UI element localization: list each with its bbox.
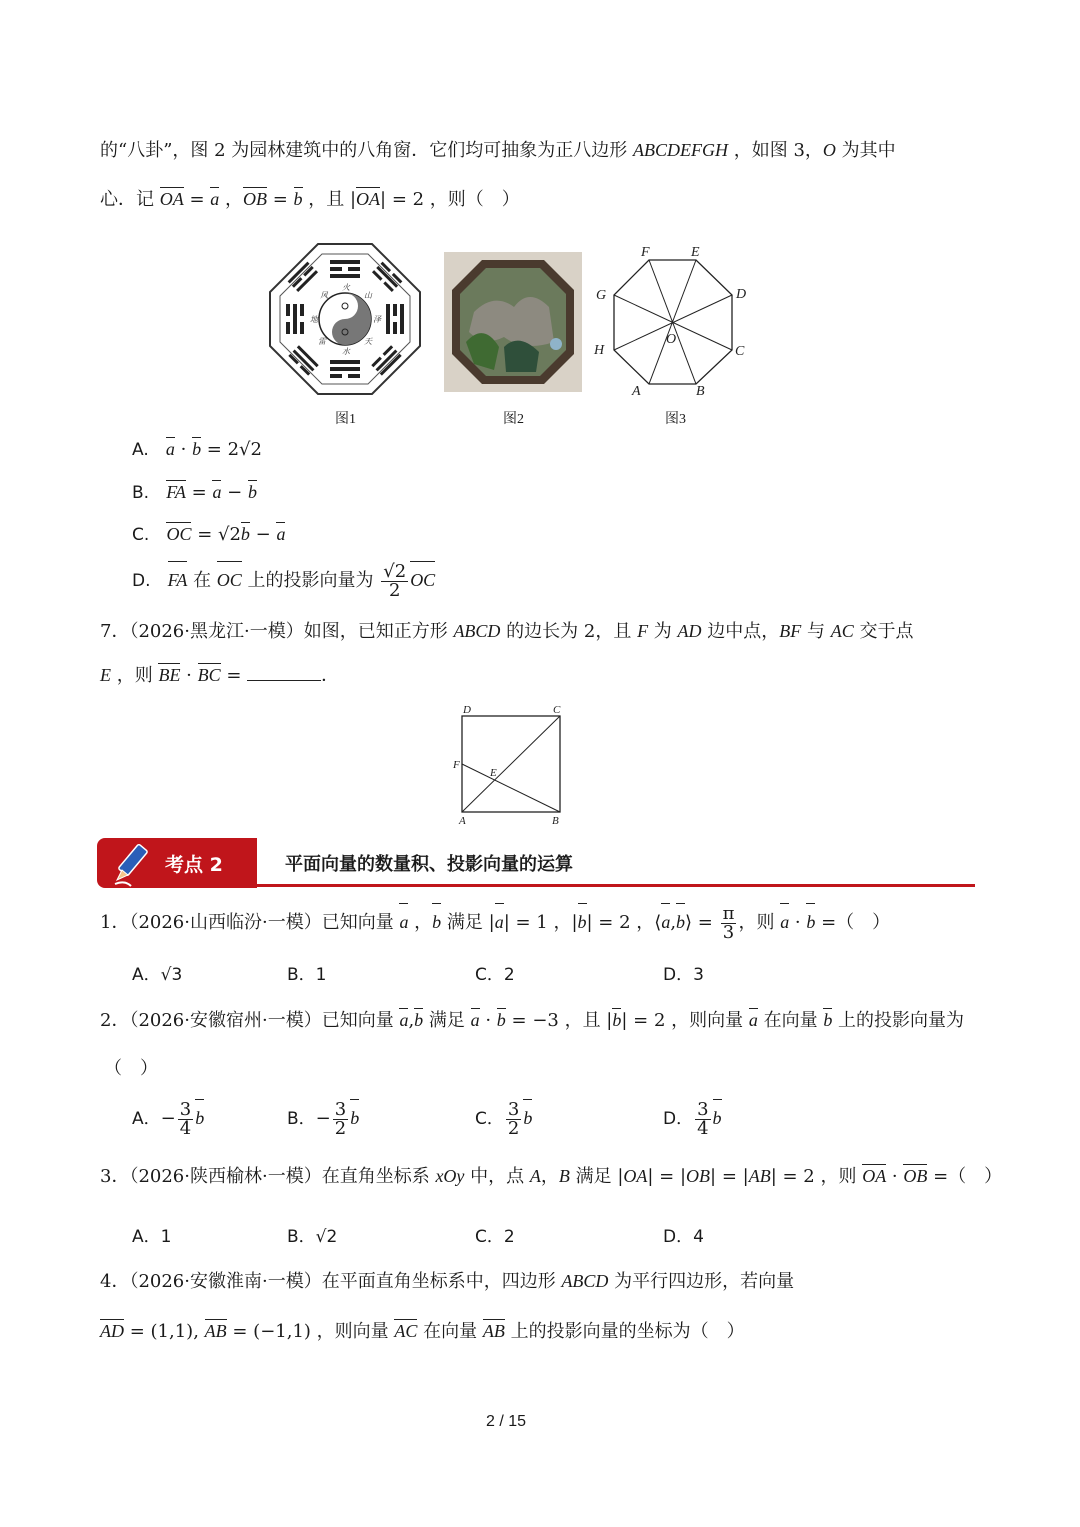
- s2-q2-option-c[interactable]: C． $\frac{3}{2}$ b: [475, 1098, 533, 1139]
- q6-option-b[interactable]: B. FA = a − b: [132, 479, 257, 506]
- section-badge: [97, 838, 257, 888]
- q6-option-c[interactable]: C. OC = √2b − a: [132, 521, 285, 548]
- bagua-char: 泽: [373, 315, 381, 324]
- bagua-char: 风: [320, 291, 328, 300]
- s2-q3-option-c[interactable]: C．2: [475, 1227, 515, 1247]
- center-label-O: O: [666, 332, 677, 347]
- bagua-char: 地: [310, 315, 318, 324]
- square-diagram: [448, 700, 578, 830]
- octagon-diagram: [588, 238, 758, 400]
- vertex-label-A: A: [632, 384, 641, 399]
- q6-option-a[interactable]: A. a · b = 2√2: [132, 436, 262, 463]
- s2-q2-stem-2: （ ）: [104, 1058, 158, 1079]
- square-label-F: F: [453, 759, 460, 771]
- s2-q2-stem: 2．（2026·安徽宿州·一模）已知向量 a,b 满足 a · b = −3 ，且 |b| = 2 ，则向量 a 在向量 b 上的投影向量为: [100, 1007, 964, 1034]
- vertex-label-G: G: [596, 288, 607, 303]
- s2-q1-option-b[interactable]: B．1: [287, 965, 327, 985]
- octagonal-window-photo: [444, 252, 582, 392]
- s2-q4-stem-2: AD = (1,1), AB = (−1,1) ，则向量 AC 在向量 AB 上的投影向量的坐标为（ ）: [100, 1318, 745, 1345]
- vertex-label-H: H: [594, 343, 605, 358]
- square-label-C: C: [553, 704, 561, 716]
- fig3-caption: 图3: [665, 412, 686, 427]
- bagua-char: 雷: [318, 337, 326, 346]
- bagua-figure: [266, 240, 424, 398]
- bagua-char: 火: [342, 283, 350, 292]
- vertex-label-C: C: [735, 344, 745, 359]
- vertex-label-F: F: [641, 245, 650, 260]
- fig2-caption: 图2: [503, 412, 524, 427]
- q7-stem-line-1: 7．（2026·黑龙江·一模）如图，已知正方形 ABCD 的边长为 2，且 F 为 AD 边中点，BF 与 AC 交于点: [100, 621, 914, 642]
- section-title: 平面向量的数量积、投影向量的运算: [285, 854, 573, 875]
- intro-line-2: 心．记 OA = a ，OB = b ，且 |OA| = 2 ，则（ ）: [100, 186, 520, 213]
- s2-q2-option-b[interactable]: B．− $\frac{3}{2}$ b: [287, 1098, 360, 1139]
- s2-q3-option-b[interactable]: B．√2: [287, 1227, 338, 1247]
- square-label-D: D: [463, 704, 471, 716]
- s2-q4-stem: 4．（2026·安徽淮南·一模）在平面直角坐标系中，四边形 ABCD 为平行四边形，若向量: [100, 1271, 795, 1292]
- s2-q1-option-c[interactable]: C．2: [475, 965, 515, 985]
- vertex-label-E: E: [691, 245, 700, 260]
- s2-q1-stem: 1．（2026·山西临汾·一模）已知向量 a ，b 满足 |a| = 1 ，|b| = 2 ，⟨a,b⟩ = $\frac{\pi}{3}$ ，则 a · b =（ ）: [100, 902, 891, 943]
- q7-stem-line-2: E ，则 BE · BC = ．: [100, 662, 339, 689]
- vertex-label-D: D: [736, 287, 747, 302]
- square-label-B: B: [552, 815, 559, 827]
- answer-blank[interactable]: [247, 662, 321, 681]
- s2-q3-option-a[interactable]: A．1: [132, 1227, 172, 1247]
- s2-q3-option-d[interactable]: D．4: [663, 1227, 704, 1247]
- intro-line-1: 的“八卦”，图 2 为园林建筑中的八角窗．它们均可抽象为正八边形 ABCDEFGH ，如图 3，O 为其中: [100, 140, 896, 161]
- bagua-char: 天: [364, 337, 372, 346]
- s2-q3-stem: 3．（2026·陕西榆林·一模）在直角坐标系 xOy 中，点 A，B 满足 |OA| = |OB| = |AB| = 2 ，则 OA · OB =（ ）: [100, 1163, 1002, 1190]
- page-number: 2 / 15: [486, 1413, 527, 1430]
- pencil-icon: [111, 840, 157, 890]
- s2-q2-option-a[interactable]: A．− $\frac{3}{4}$ b: [132, 1098, 205, 1139]
- bagua-char: 山: [364, 291, 372, 300]
- section-title-bar: [257, 838, 975, 887]
- q6-option-d[interactable]: D. FA 在 OC 上的投影向量为 $\frac{√2}{2}$ OC: [132, 560, 436, 601]
- fig1-caption: 图1: [335, 412, 356, 427]
- section-badge-label: 考点 2: [165, 854, 223, 876]
- s2-q2-option-d[interactable]: D． $\frac{3}{4}$ b: [663, 1098, 722, 1139]
- square-label-E: E: [490, 767, 497, 779]
- bagua-char: 水: [342, 347, 350, 356]
- s2-q1-option-d[interactable]: D．3: [663, 965, 704, 985]
- s2-q1-option-a[interactable]: A．√3: [132, 965, 183, 985]
- vertex-label-B: B: [696, 384, 705, 399]
- square-label-A: A: [459, 815, 466, 827]
